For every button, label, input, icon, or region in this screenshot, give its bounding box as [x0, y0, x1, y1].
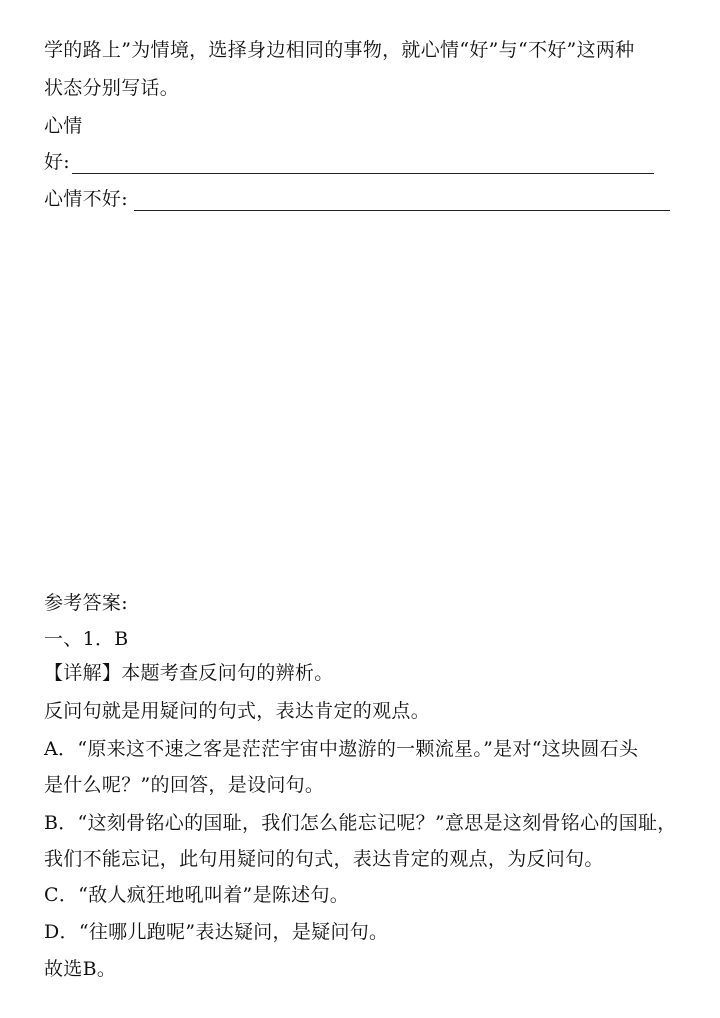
explanation-line: 【详解】本题考查反问句的辨析。: [44, 662, 334, 684]
question-text-line-2: 状态分别写话。: [44, 77, 180, 99]
question-text-line-1: 学的路上”为情境，选择身边相同的事物，就心情“好”与“不好”这两种: [44, 39, 635, 61]
bad-mood-answer-blank[interactable]: [134, 190, 670, 211]
option-b-line-1: B．“这刻骨铭心的国耻，我们怎么能忘记呢？”意思是这刻骨铭心的国耻，: [44, 812, 677, 834]
conclusion-line: 故选B。: [44, 958, 117, 980]
bad-mood-row: [44, 187, 670, 211]
option-c-line: C．“敌人疯狂地吼叫着”是陈述句。: [44, 884, 350, 906]
option-b-line-2: 我们不能忘记，此句用疑问的句式，表达肯定的观点，为反问句。: [44, 848, 604, 870]
option-a-line-1: A．“原来这不速之客是茫茫宇宙中遨游的一颗流星。”是对“这块圆石头: [44, 738, 639, 760]
option-a-line-2: 是什么呢？”的回答，是设问句。: [44, 774, 325, 796]
answer-item-1: 一、1．B: [44, 628, 129, 650]
good-mood-row: [44, 150, 654, 174]
rule-line: 反问句就是用疑问的句式，表达肯定的观点。: [44, 700, 431, 722]
bad-mood-label: 心情不好:: [44, 188, 128, 210]
good-mood-label-line-1: 心情: [44, 115, 83, 137]
good-mood-label: 好:: [44, 151, 71, 173]
option-d-line: D．“往哪儿跑呢”表达疑问，是疑问句。: [44, 921, 389, 943]
good-mood-answer-blank[interactable]: [72, 153, 654, 174]
answers-heading: 参考答案:: [44, 592, 128, 614]
